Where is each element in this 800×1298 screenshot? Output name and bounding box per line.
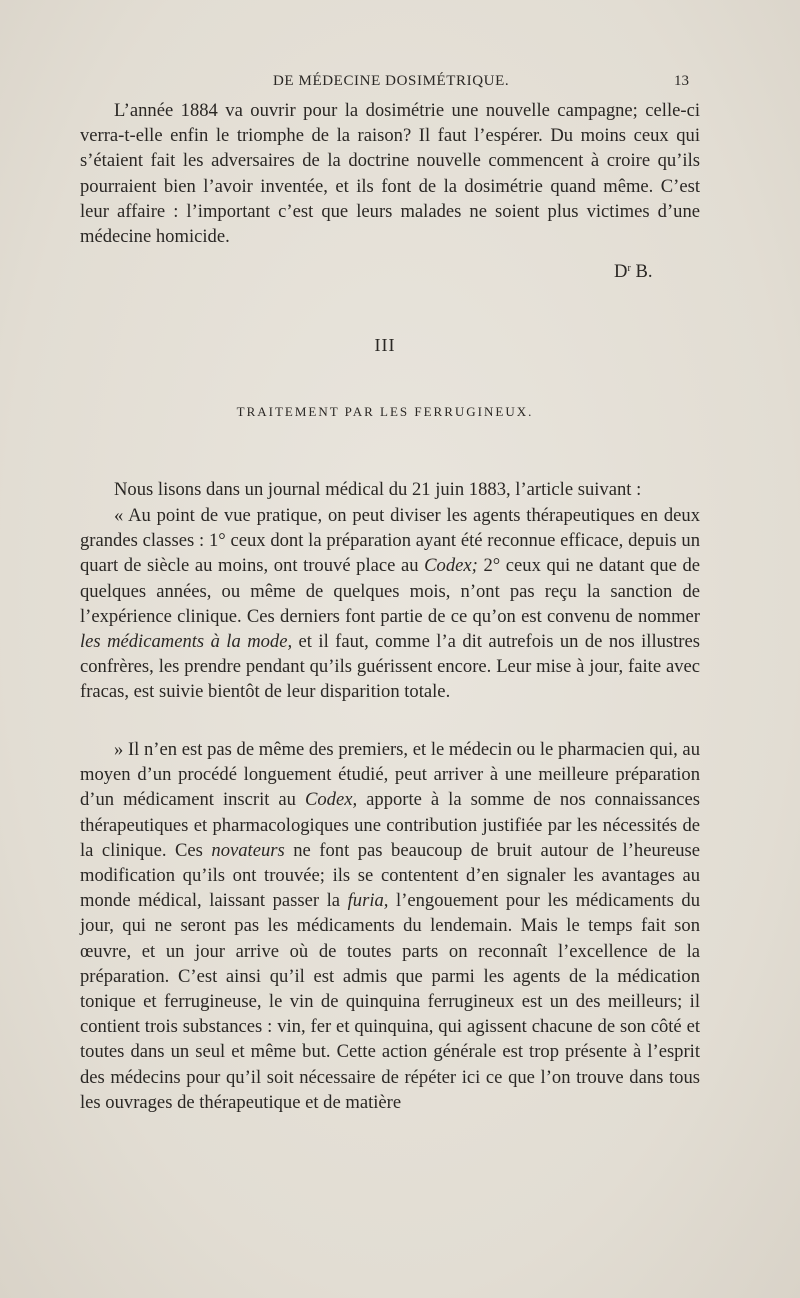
signature-title: D xyxy=(614,261,628,282)
novateurs-italic: novateurs xyxy=(211,839,285,861)
p3-text-c: ne font pas beaucoup de bruit autour de l’heureuse modification qu’ils ont trouvée; ils se contentent d’en signaler les avantages au monde médical, laissant passer la xyxy=(80,839,700,912)
author-signature xyxy=(614,261,653,283)
page-number: 13 xyxy=(674,73,689,89)
furia-italic: furia, xyxy=(347,890,389,912)
body-paragraph-2 xyxy=(80,503,700,705)
p2-text-b: 2° ceux qui ne datant que de quelques années, ou même de quelques mois, n’ont pas reçu la sanction de l’expérience clinique. Ces derniers font partie de ce qu’on est convenu de nommer xyxy=(80,555,700,627)
body-paragraph-1: Nous lisons dans un journal médical du 21 juin 1883, l’article suivant : xyxy=(114,479,642,500)
p3-text-b: apporte à la somme de nos connaissances thérapeutiques et pharmacologiques une contribution justifiée par les nécessités de la clinique. Ces xyxy=(80,789,700,861)
signature-name: B. xyxy=(635,261,653,282)
section-title: TRAITEMENT PAR LES FERRUGINEUX. xyxy=(236,404,534,419)
medicaments-mode-italic: les médicaments à la mode, xyxy=(80,631,293,653)
p2-text-a: « Au point de vue pratique, on peut diviser les agents thérapeutiques en deux grandes classes : 1° ceux dont la préparation ayant été reconnue efficace, depuis un quart de siècle au moins, ont trouvé place au xyxy=(80,505,700,577)
section-numeral: III xyxy=(374,335,396,355)
running-title: DE MÉDECINE DOSIMÉTRIQUE. xyxy=(273,73,510,89)
codex-italic-2: Codex, xyxy=(304,789,358,811)
p3-text-d: l’engouement pour les médicaments du jour, qui ne seront pas les médicaments du lendemain. Mais le temps fait son œuvre, et un jour arrive où de toutes parts on reconnaît l’excellence de la préparation. C’est ainsi qu’il est admis que parmi les agents de la médication tonique et ferrugineuse, le vin de quinquina ferrugineux est un des meilleurs; il contient trois substances : vin, fer et quinquina, qui agissent chacune de son côté et toutes dans un seul et même but. Cette action générale est trop présente à l’esprit des médecins pour qu’il soit nécessaire de répéter ici ce que l’on trouve dans tous les ouvrages de thérapeutique et de matière xyxy=(80,890,700,1113)
body-paragraph-3 xyxy=(80,737,700,1115)
page-header xyxy=(0,73,800,95)
p3-text-a: » Il n’en est pas de même des premiers, et le médecin ou le pharmacien qui, au moyen d’un procédé longuement étudié, peut arriver à une meilleure préparation d’un médicament inscrit au xyxy=(80,739,700,811)
codex-italic: Codex; xyxy=(424,555,478,577)
intro-paragraph: L’année 1884 va ouvrir pour la dosimétrie une nouvelle campagne; celle-ci verra-t-elle enfin le triomphe de la raison? Il faut l’espérer. Du moins ceux qui s’étaient fait les adversaires de la doctrine nouvelle commencent à croire qu’ils pourraient bien l’avoir inventée, et ils font de la dosimétrie quand même. C’est leur affaire : l’important c’est que leurs malades ne soient plus victimes d’une médecine homicide. xyxy=(80,100,700,248)
p2-text-c: et il faut, comme l’a dit autrefois un de nos illustres confrères, les prendre pendant qu’ils guérissent encore. Leur mise à jour, faite avec fracas, est suivie bientôt de leur disparition totale. xyxy=(80,631,700,703)
signature-title-sup: r xyxy=(627,263,631,274)
